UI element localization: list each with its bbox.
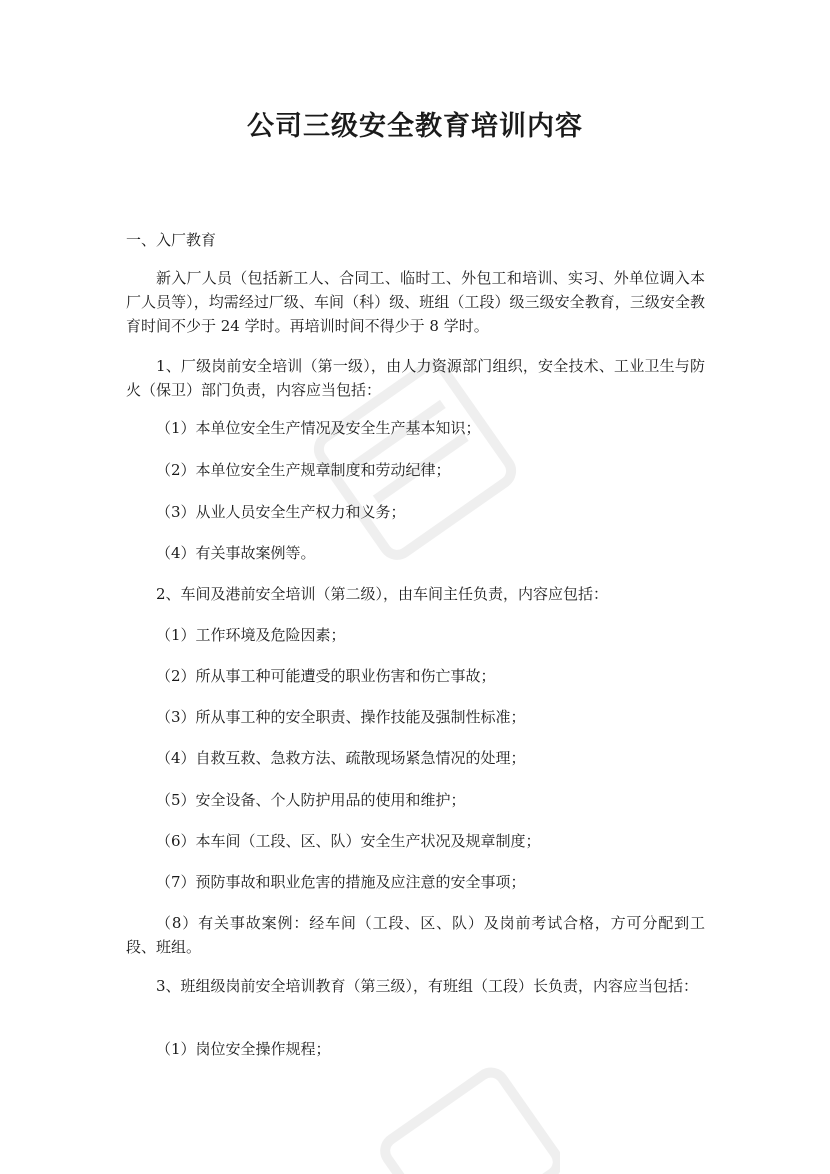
list-item: （1）工作环境及危险因素；	[156, 626, 346, 644]
document-title: 公司三级安全教育培训内容	[247, 111, 583, 142]
watermark-stamp	[360, 1060, 560, 1174]
list-item: （1）本单位安全生产情况及安全生产基本知识；	[156, 419, 481, 437]
section-heading: 一、入厂教育	[126, 231, 217, 249]
list-item: （6）本车间（工段、区、队）安全生产状况及规章制度；	[156, 832, 541, 850]
list-item: （1）岗位安全操作规程；	[156, 1040, 331, 1058]
list-item: （5）安全设备、个人防护用品的使用和维护；	[156, 791, 466, 809]
level1-heading: 1、厂级岗前安全培训（第一级），由人力资源部门组织，安全技术、工业卫生与防火（保卫）部门负责，内容应当包括：	[126, 357, 705, 399]
list-item: （4）自救互救、急救方法、疏散现场紧急情况的处理；	[156, 749, 526, 767]
list-item: （3）所从事工种的安全职责、操作技能及强制性标准；	[156, 708, 526, 726]
list-item: （2）本单位安全生产规章制度和劳动纪律；	[156, 461, 451, 479]
list-item: （2）所从事工种可能遭受的职业伤害和伤亡事故；	[156, 667, 496, 685]
list-item: （8）有关事故案例：经车间（工段、区、队）及岗前考试合格，方可分配到工段、班组。	[126, 914, 705, 956]
level3-heading: 3、班组级岗前安全培训教育（第三级），有班组（工段）长负责，内容应当包括：	[156, 977, 699, 995]
list-item: （3）从业人员安全生产权力和义务；	[156, 503, 406, 521]
list-item: （7）预防事故和职业危害的措施及应注意的安全事项；	[156, 873, 526, 891]
level2-heading: 2、车间及港前安全培训（第二级），由车间主任负责，内容应包括：	[156, 585, 609, 603]
list-item: （4）有关事故案例等。	[156, 544, 316, 562]
intro-paragraph: 新入厂人员（包括新工人、合同工、临时工、外包工和培训、实习、外单位调入本厂人员等），均需经过厂级、车间（科）级、班组（工段）级三级安全教育，三级安全教育时间不少于 24 学时。再培训时间不得少于 8 学时。	[126, 269, 705, 335]
